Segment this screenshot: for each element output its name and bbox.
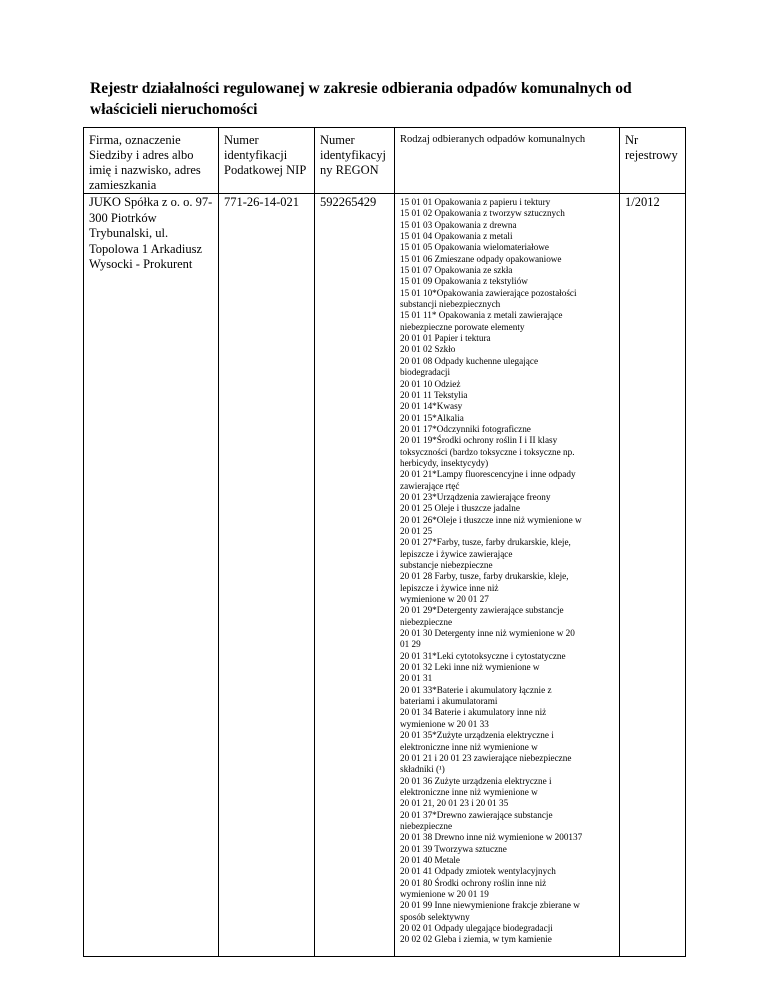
waste-code-line: elektroniczne inne niż wymienione w — [400, 786, 538, 797]
waste-code-line: 20 01 80 Środki ochrony roślin inne niż — [400, 877, 547, 888]
header-nip-cell — [219, 128, 315, 194]
waste-code-line: 20 01 23*Urządzenia zawierające freony — [400, 491, 551, 502]
waste-code-line: 20 01 21 i 20 01 23 zawierające niebezpieczne — [400, 752, 572, 763]
waste-code-line: 15 01 10*Opakowania zawierające pozostałości — [400, 287, 577, 298]
header-nip: Numer identyfikacji Podatkowej NIP — [224, 133, 307, 177]
waste-code-line: wymienione w 20 01 27 — [400, 594, 489, 605]
table-row — [84, 194, 686, 957]
waste-code-line: 15 01 07 Opakowania ze szkła — [400, 265, 513, 276]
waste-code-line: 20 01 26*Oleje i tłuszcze inne niż wymienione w — [400, 514, 582, 525]
waste-code-line: 20 01 29*Detergenty zawierające substancje — [400, 605, 564, 616]
waste-code-line: 20 01 01 Papier i tektura — [400, 333, 491, 344]
company-details: JUKO Spółka z o. o. 97-300 Piotrków Trybunalski, ul. Topolowa 1 Arkadiusz Wysocki - Prokurent — [89, 195, 213, 271]
waste-code-line: 20 01 11 Tekstylia — [400, 389, 468, 400]
waste-code-line: 20 01 34 Baterie i akumulatory inne niż — [400, 707, 547, 718]
register-title: Rejestr działalności regulowanej w zakresie odbierania odpadów komunalnych od właścicieli nieruchomości — [90, 80, 632, 118]
waste-code-line: herbicydy, insektycydy) — [400, 457, 489, 468]
table-header-row — [84, 128, 686, 194]
regno-cell — [620, 194, 686, 957]
company-cell — [84, 194, 219, 957]
waste-code-line: 20 01 28 Farby, tusze, farby drukarskie, kleje, — [400, 571, 569, 582]
waste-code-line: substancje niebezpieczne — [400, 560, 493, 570]
waste-code-line: lepiszcze i żywice inne niż — [400, 582, 499, 593]
waste-code-line: 20 02 02 Gleba i ziemia, w tym kamienie — [400, 934, 552, 945]
waste-code-line: 20 01 35*Zużyte urządzenia elektryczne i — [400, 730, 554, 741]
waste-code-line: 20 01 19*Środki ochrony roślin I i II klasy — [400, 435, 558, 446]
waste-code-line: 01 29 — [400, 639, 421, 650]
header-company: Firma, oznaczenie Siedziby i adres albo imię i nazwisko, adres zamieszkania — [89, 133, 201, 192]
waste-code-list — [400, 197, 619, 946]
waste-code-line: biodegradacji — [400, 367, 450, 378]
waste-code-line: 20 01 08 Odpady kuchenne ulegające — [400, 355, 539, 366]
waste-code-line: lepiszcze i żywice zawierające — [400, 548, 513, 559]
regon-value: 592265429 — [320, 195, 377, 209]
header-regno-cell — [620, 128, 686, 194]
waste-code-line: 15 01 04 Opakowania z metali — [400, 231, 513, 242]
waste-code-line: 15 01 06 Zmieszane odpady opakowaniowe — [400, 253, 562, 264]
waste-code-line: 20 01 30 Detergenty inne niż wymienione w 20 — [400, 628, 575, 639]
waste-code-line: 15 01 03 Opakowania z drewna — [400, 219, 517, 230]
waste-code-line: 20 01 31*Leki cytotoksyczne i cytostatyczne — [400, 650, 566, 661]
waste-code-line: 20 01 38 Drewno inne niż wymienione w 200137 — [400, 832, 583, 843]
header-regon: Numer identyfikacyj ny REGON — [320, 133, 386, 177]
waste-code-line: 15 01 05 Opakowania wielomateriałowe — [400, 242, 549, 253]
header-company-cell — [84, 128, 219, 194]
waste-cell — [395, 194, 620, 957]
waste-code-line: 20 01 10 Odzież — [400, 378, 461, 389]
waste-code-line: 20 01 36 Zużyte urządzenia elektryczne i — [400, 775, 552, 786]
nip-value: 771-26-14-021 — [224, 195, 299, 209]
waste-code-line: bateriami i akumulatorami — [400, 696, 498, 707]
registry-number-value: 1/2012 — [625, 195, 660, 209]
waste-code-line: 20 01 14*Kwasy — [400, 401, 463, 412]
waste-code-line: 15 01 09 Opakowania z tekstyliów — [400, 276, 528, 287]
waste-code-line: 20 01 02 Szkło — [400, 344, 456, 355]
waste-code-line: 20 01 25 — [400, 525, 433, 536]
waste-code-line: 20 01 32 Leki inne niż wymienione w — [400, 662, 540, 673]
waste-code-line: sposób selektywny — [400, 911, 470, 922]
waste-code-line: 20 01 40 Metale — [400, 854, 460, 865]
waste-code-line: 20 01 17*Odczynniki fotograficzne — [400, 423, 531, 434]
waste-code-line: 20 01 99 Inne niewymienione frakcje zbierane w — [400, 900, 580, 911]
waste-code-line: zawierające rtęć — [400, 480, 460, 491]
waste-code-line: 20 02 01 Odpady ulegające biodegradacji — [400, 923, 553, 933]
waste-code-line: 15 01 02 Opakowania z tworzyw sztucznych — [400, 208, 565, 219]
waste-code-line: 20 01 21*Lampy fluorescencyjne i inne odpady — [400, 469, 576, 480]
waste-code-line: 20 01 15*Alkalia — [400, 412, 464, 423]
header-registry-number: Nr rejestrowy — [625, 133, 678, 162]
register-table — [83, 127, 686, 957]
waste-code-line: 20 01 33*Baterie i akumulatory łącznie z — [400, 684, 552, 695]
waste-code-line: substancji niebezpiecznych — [400, 299, 501, 310]
header-waste-types: Rodzaj odbieranych odpadów komunalnych — [400, 134, 586, 145]
waste-code-line: składniki (¹) — [400, 764, 445, 775]
nip-cell — [219, 194, 315, 957]
waste-code-line: 20 01 39 Tworzywa sztuczne — [400, 843, 507, 854]
waste-code-line: wymienione w 20 01 33 — [400, 718, 489, 729]
waste-code-line: elektroniczne inne niż wymienione w — [400, 741, 538, 752]
waste-code-line: 20 01 41 Odpady zmiotek wentylacyjnych — [400, 866, 556, 877]
waste-code-line: niebezpieczne porowate elementy — [400, 321, 525, 332]
regon-cell — [315, 194, 395, 957]
waste-code-line: niebezpieczne — [400, 820, 453, 831]
waste-code-line: 20 01 25 Oleje i tłuszcze jadalne — [400, 503, 520, 514]
waste-code-line: niebezpieczne — [400, 616, 453, 627]
header-waste-cell — [395, 128, 620, 194]
waste-code-line: 20 01 21, 20 01 23 i 20 01 35 — [400, 798, 509, 809]
waste-code-line: 20 01 31 — [400, 673, 433, 684]
waste-code-line: wymienione w 20 01 19 — [400, 888, 489, 899]
waste-code-line: 20 01 37*Drewno zawierające substancje — [400, 809, 553, 820]
waste-code-line: 15 01 11* Opakowania z metali zawierające — [400, 310, 563, 321]
waste-code-line: toksyczności (bardzo toksyczne i toksyczne np. — [400, 446, 575, 457]
waste-code-line: 15 01 01 Opakowania z papieru i tektury — [400, 197, 551, 207]
waste-code-line: 20 01 27*Farby, tusze, farby drukarskie, kleje, — [400, 537, 571, 548]
header-regon-cell — [315, 128, 395, 194]
